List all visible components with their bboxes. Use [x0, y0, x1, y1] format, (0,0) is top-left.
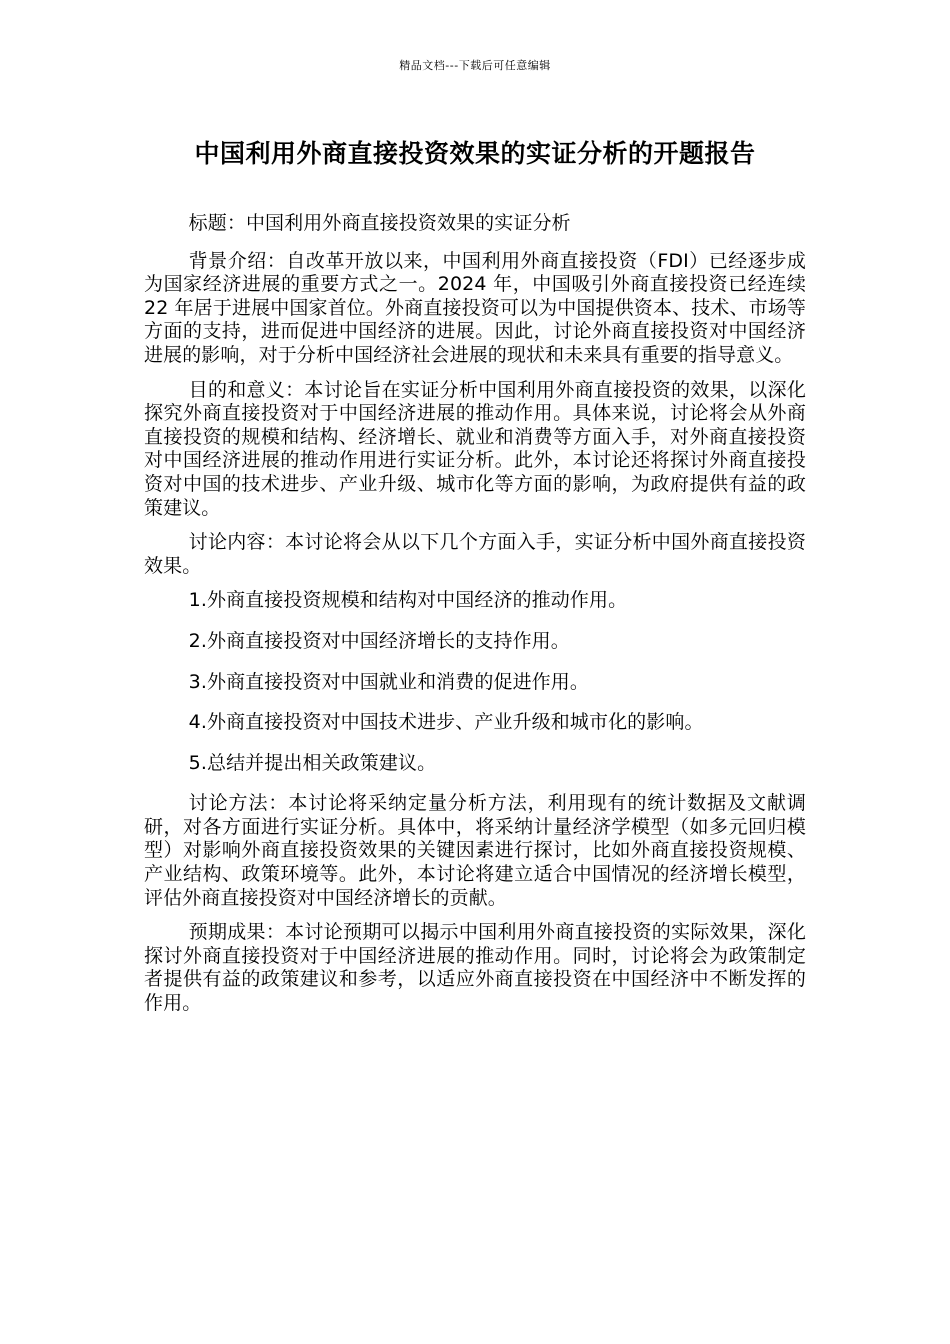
list-item: 1.外商直接投资规模和结构对中国经济的推动作用。 — [188, 589, 628, 612]
list-item: 4.外商直接投资对中国技术进步、产业升级和城市化的影响。 — [188, 711, 704, 734]
document-body — [144, 212, 806, 1027]
paragraph-method: 讨论方法：本讨论将采纳定量分析方法，利用现有的统计数据及文献调研，对各方面进行实证分析。具体中，将采纳计量经济学模型（如多元回归模型）对影响外商直接投资效果的关键因素进行探讨，比如外商直接投资规模、产业结构、政策环境等。此外，本讨论将建立适合中国情况的经济增长模型，评估外商直接投资对中国经济增长的贡献。 — [144, 792, 806, 909]
list-item: 3.外商直接投资对中国就业和消费的促进作用。 — [188, 670, 589, 693]
list-item: 5.总结并提出相关政策建议。 — [188, 751, 437, 774]
paragraph-expected-results: 预期成果：本讨论预期可以揭示中国利用外商直接投资的实际效果，深化探讨外商直接投资对于中国经济进展的推动作用。同时，讨论将会为政策制定者提供有益的政策建议和参考，以适应外商直接投资在中国经济中不断发挥的作用。 — [144, 921, 806, 1015]
paragraph-background: 背景介绍：自改革开放以来，中国利用外商直接投资（FDI）已经逐步成为国家经济进展的重要方式之一。2024 年，中国吸引外商直接投资已经连续 22 年居于进展中国家首位。外商直接投资可以为中国提供资本、技术、市场等方面的支持，进而促进中国经济的进展。因此，讨论外商直接投资对中国经济进展的影响，对于分析中国经济社会进展的现状和未来具有重要的指导意义。 — [144, 249, 806, 366]
paragraph-content: 讨论内容：本讨论将会从以下几个方面入手，实证分析中国外商直接投资效果。 — [144, 531, 806, 577]
paragraph-purpose: 目的和意义：本讨论旨在实证分析中国利用外商直接投资的效果，以深化探究外商直接投资对于中国经济进展的推动作用。具体来说，讨论将会从外商直接投资的规模和结构、经济增长、就业和消费等方面入手，对外商直接投资对中国经济进展的推动作用进行实证分析。此外，本讨论还将探讨外商直接投资对中国的技术进步、产业升级、城市化等方面的影响，为政府提供有益的政策建议。 — [144, 378, 806, 519]
paragraph-topic: 标题：中国利用外商直接投资效果的实证分析 — [188, 212, 571, 234]
document-title: 中国利用外商直接投资效果的实证分析的开题报告 — [194, 139, 756, 168]
list-item: 2.外商直接投资对中国经济增长的支持作用。 — [188, 629, 570, 652]
page-header-note: 精品文档---下载后可任意编辑 — [399, 59, 551, 72]
